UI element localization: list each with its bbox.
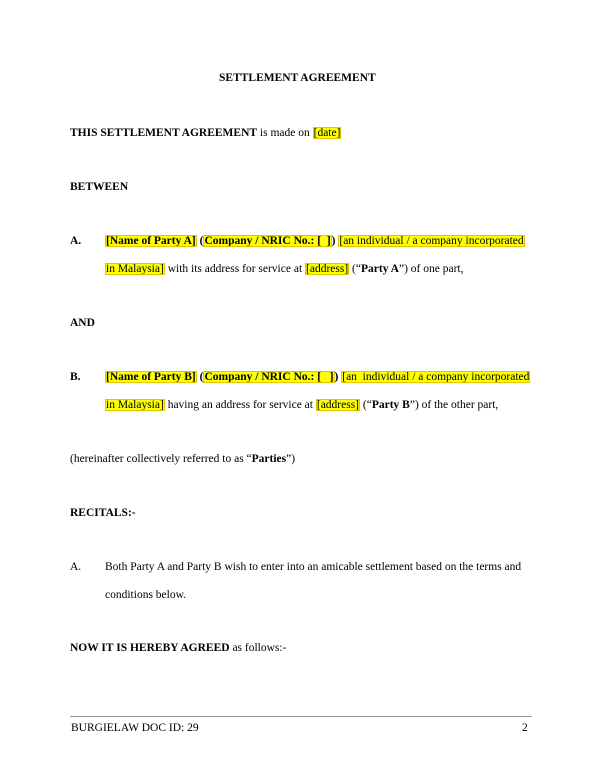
intro-text: is made on [257,127,313,139]
recital-a-label: A. [70,561,82,573]
parties-clause-close: ”) [286,453,296,465]
party-a-line1 [105,234,525,248]
footer-page-number: 2 [522,722,528,734]
party-a-reg-close-bracket: ] [326,235,331,247]
party-b-reg-placeholder [203,371,334,383]
parties-clause [70,452,295,466]
party-b-reg-close-bracket: ] [329,371,334,383]
document-title: SETTLEMENT AGREEMENT [219,72,376,84]
party-b-defined-open: (“ [360,399,372,411]
party-b-entity-placeholder-1: [an individual / a company incorporated [342,371,530,383]
party-a-address-placeholder: [address] [306,263,349,275]
agreed-bold: NOW IT IS HEREBY AGREED [70,642,230,654]
party-a-reg-label: Company / NRIC No.: [ [204,235,322,247]
between-label: BETWEEN [70,181,129,193]
party-a-label: A. [70,235,82,247]
party-a-reg-placeholder [203,235,331,247]
party-a-reg-open: ( [196,235,204,247]
party-b-label: B. [70,371,81,383]
footer-doc-id: BURGIELAW DOC ID: 29 [71,722,199,734]
party-b-name-placeholder: [Name of Party B] [106,371,196,383]
intro-line [70,126,341,140]
party-b-defined-close: ”) of the other part, [409,399,499,411]
party-b-address-placeholder: [address] [316,399,360,411]
party-a-entity-placeholder-2: in Malaysia] [106,263,164,275]
parties-clause-open: (hereinafter collectively referred to as “ [70,453,252,465]
party-a-entity-placeholder-1: [an individual / a company incorporated [339,235,524,247]
date-placeholder: [date] [313,127,341,139]
party-b-reg-paren-close: ) [334,371,339,383]
recital-a-line1: Both Party A and Party B wish to enter into an amicable settlement based on the terms and [105,561,522,573]
recital-a-line2: conditions below. [105,589,187,601]
agreed-line [70,641,286,655]
party-b-text: having an address for service at [164,399,316,411]
parties-term: Parties [251,453,287,465]
party-a-name-placeholder: [Name of Party A] [106,235,196,247]
party-a-defined-open: (“ [349,263,361,275]
party-b-defined-term: Party B [371,399,410,411]
party-b-reg-open: ( [196,371,204,383]
recitals-label: RECITALS:- [70,507,136,519]
party-b-reg-space [321,371,330,383]
party-a-reg-paren-close: ) [331,235,336,247]
footer-divider [70,716,532,717]
party-b-reg-label: Company / NRIC No.: [ [204,371,322,383]
party-b-entity-placeholder-2: in Malaysia] [106,399,164,411]
party-a-line2 [105,262,464,276]
party-a-defined-term: Party A [360,263,399,275]
agreed-text: as follows:- [229,642,287,654]
party-a-text: with its address for service at [164,263,306,275]
and-label: AND [70,317,95,329]
intro-bold: THIS SETTLEMENT AGREEMENT [70,127,258,139]
party-b-line1 [105,370,530,384]
party-b-line2 [105,398,498,412]
party-a-defined-close: ”) of one part, [399,263,464,275]
